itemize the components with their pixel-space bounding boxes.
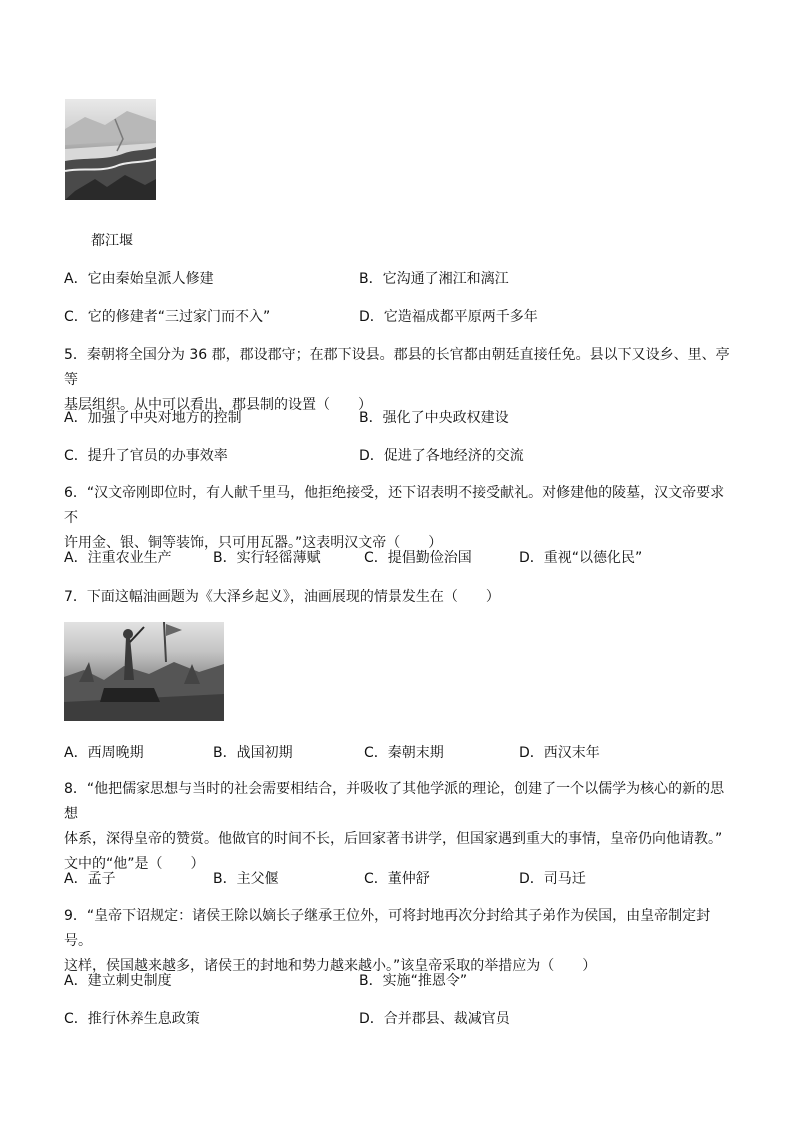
q7-option-a[interactable]: A．西周晚期 — [64, 745, 144, 761]
q8-stem-line3: 文中的“他”是（ ） — [64, 856, 205, 872]
dazexiang-painting — [64, 622, 224, 721]
q7-option-b[interactable]: B．战国初期 — [213, 745, 293, 761]
q9-stem — [64, 904, 734, 979]
q6-option-a[interactable]: A．注重农业生产 — [64, 550, 172, 566]
q8-option-a[interactable]: A．孟子 — [64, 871, 116, 887]
q6-option-d[interactable]: D．重视“以德化民” — [519, 550, 643, 566]
q6-stem-line2: 许用金、银、铜等装饰，只可用瓦器。”这表明汉文帝（ ） — [64, 535, 443, 551]
q5-stem-line1: 5．秦朝将全国分为 36 郡，郡设郡守；在郡下设县。郡县的长官都由朝廷直接任免。县以下又设乡、里、亭等 — [64, 347, 730, 388]
q8-stem-line2: 体系，深得皇帝的赞赏。他做官的时间不长，后回家著书讲学，但国家遇到重大的事情，皇帝仍向他请教。” — [64, 831, 723, 847]
q9-option-a[interactable]: A．建立刺史制度 — [64, 973, 172, 989]
q4-option-c[interactable]: C．它的修建者“三过家门而不入” — [64, 309, 271, 325]
q5-option-a[interactable]: A．加强了中央对地方的控制 — [64, 410, 242, 426]
q8-stem — [64, 777, 734, 877]
dazexiang-illustration — [64, 622, 224, 721]
dujiangyan-photo — [65, 99, 156, 200]
q8-option-b[interactable]: B．主父偃 — [213, 871, 279, 887]
q7-option-d[interactable]: D．西汉末年 — [519, 745, 600, 761]
q7-stem: 7．下面这幅油画题为《大泽乡起义》，油画展现的情景发生在（ ） — [64, 589, 500, 605]
q9-option-c[interactable]: C．推行休养生息政策 — [64, 1011, 200, 1027]
q8-option-c[interactable]: C．董仲舒 — [364, 871, 430, 887]
q7-option-c[interactable]: C．秦朝末期 — [364, 745, 444, 761]
q5-option-c[interactable]: C．提升了官员的办事效率 — [64, 448, 228, 464]
q6-option-c[interactable]: C．提倡勤俭治国 — [364, 550, 472, 566]
q8-stem-line1: 8．“他把儒家思想与当时的社会需要相结合，并吸收了其他学派的理论，创建了一个以儒学为核心的新的思想 — [64, 781, 725, 822]
q4-option-b[interactable]: B．它沟通了湘江和漓江 — [359, 271, 509, 287]
q9-stem-line1: 9．“皇帝下诏规定：诸侯王除以嫡长子继承王位外，可将封地再次分封给其子弟作为侯国，由皇帝制定封号。 — [64, 908, 711, 949]
dujiangyan-illustration — [65, 99, 156, 200]
q5-stem-line2: 基层组织。从中可以看出，郡县制的设置（ ） — [64, 397, 372, 413]
q9-option-b[interactable]: B．实施“推恩令” — [359, 973, 468, 989]
q6-option-b[interactable]: B．实行轻徭薄赋 — [213, 550, 321, 566]
q8-option-d[interactable]: D．司马迁 — [519, 871, 586, 887]
q5-option-d[interactable]: D．促进了各地经济的交流 — [359, 448, 524, 464]
q6-stem-line1: 6．“汉文帝刚即位时，有人献千里马，他拒绝接受，还下诏表明不接受献礼。对修建他的陵墓，汉文帝要求不 — [64, 485, 725, 526]
q4-option-d[interactable]: D．它造福成都平原两千多年 — [359, 309, 538, 325]
photo-caption: 都江堰 — [91, 233, 133, 249]
q6-stem — [64, 481, 734, 556]
q5-option-b[interactable]: B．强化了中央政权建设 — [359, 410, 509, 426]
q9-stem-line2: 这样，侯国越来越多，诸侯王的封地和势力越来越小。”该皇帝采取的举措应为（ ） — [64, 958, 597, 974]
q9-option-d[interactable]: D．合并郡县、裁减官员 — [359, 1011, 510, 1027]
q4-option-a[interactable]: A．它由秦始皇派人修建 — [64, 271, 214, 287]
